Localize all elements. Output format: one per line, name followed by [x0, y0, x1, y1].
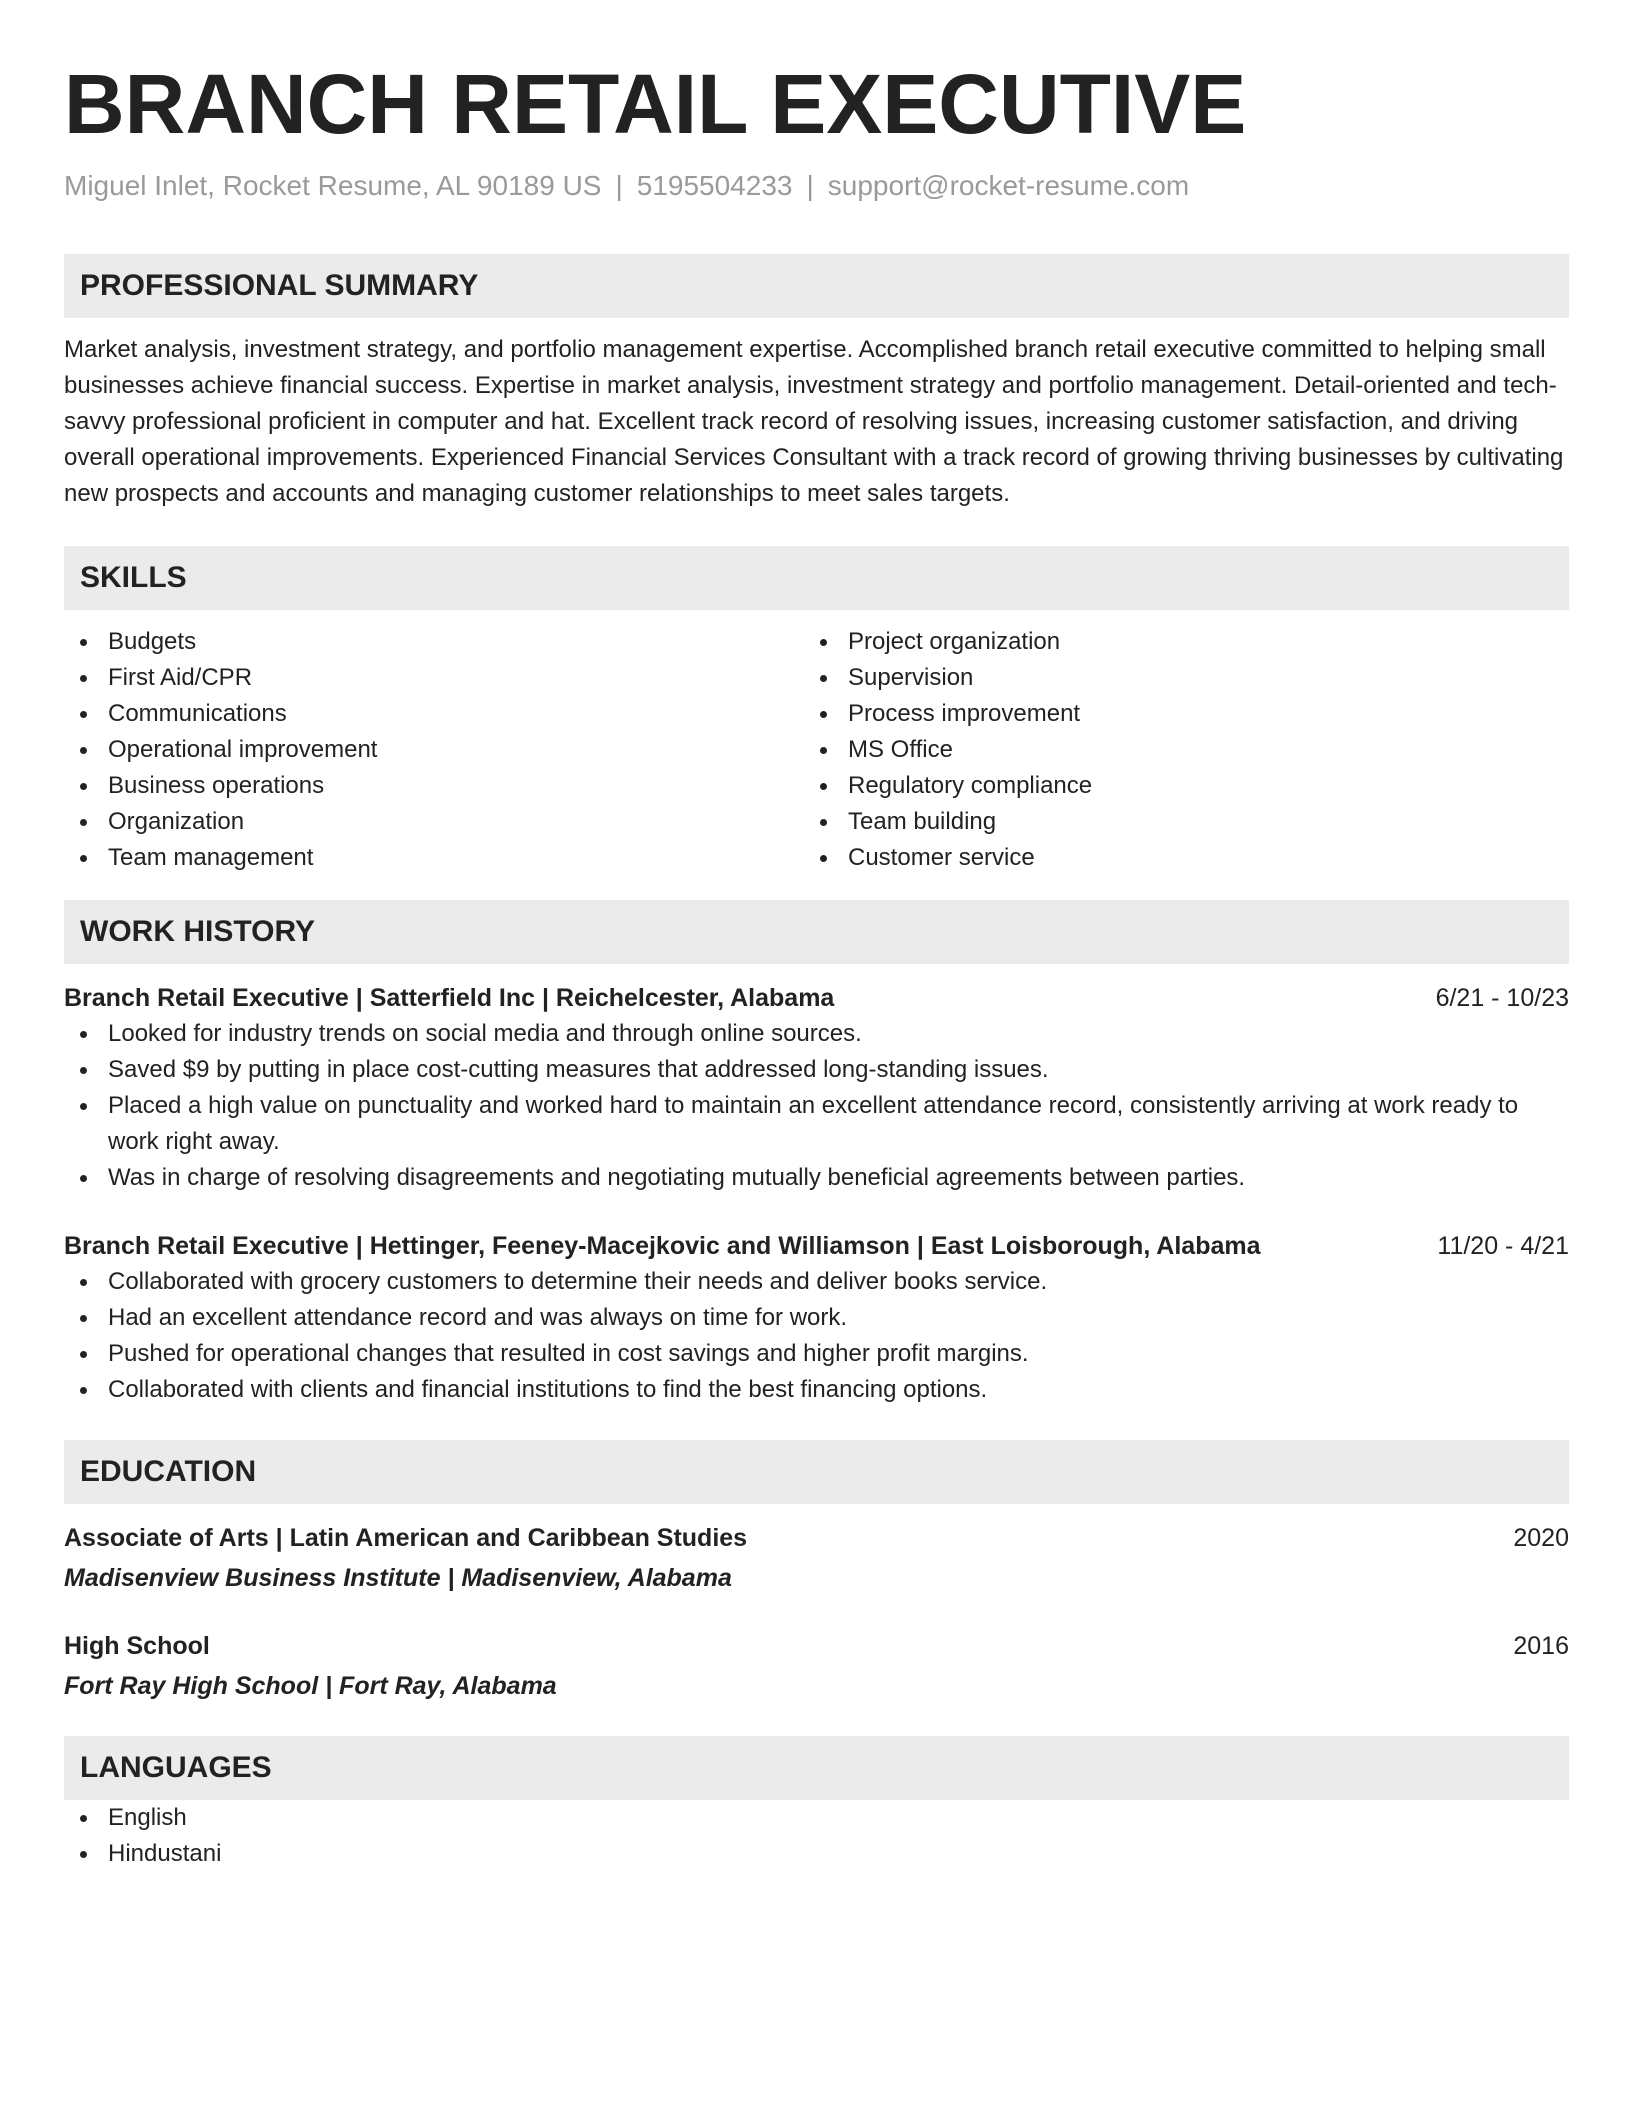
job-duty: Placed a high value on punctuality and worked hard to maintain an excellent attendance record, consistently arriving at work ready to work right away. [64, 1088, 1569, 1160]
job-duty: Collaborated with clients and financial institutions to find the best financing options. [64, 1372, 1569, 1408]
job-header [64, 1228, 1569, 1264]
job-duties-list [64, 1016, 1569, 1196]
skill-item: MS Office [804, 732, 1544, 768]
job-duty: Saved $9 by putting in place cost-cutting measures that addressed long-standing issues. [64, 1052, 1569, 1088]
skill-item: Team building [804, 804, 1544, 840]
job-duty: Had an excellent attendance record and was always on time for work. [64, 1300, 1569, 1336]
section-heading-skills: SKILLS [64, 546, 1569, 610]
skills-column-right [804, 624, 1544, 876]
skill-item: Process improvement [804, 696, 1544, 732]
education-header [64, 1628, 1569, 1664]
skill-item: Operational improvement [64, 732, 804, 768]
job-header [64, 980, 1569, 1016]
spacer [64, 1596, 1569, 1628]
skill-item: Regulatory compliance [804, 768, 1544, 804]
job-dates: 6/21 - 10/23 [1435, 984, 1569, 1012]
skills-list-right [804, 624, 1544, 876]
job-dates: 11/20 - 4/21 [1437, 1232, 1569, 1260]
skill-item: First Aid/CPR [64, 660, 804, 696]
education-year: 2016 [1513, 1632, 1569, 1660]
contact-separator: | [806, 170, 814, 201]
contact-line [64, 166, 1569, 206]
skill-item: Organization [64, 804, 804, 840]
spacer [64, 1196, 1569, 1228]
job-title: Branch Retail Executive | Hettinger, Feeney-Macejkovic and Williamson | East Loisborough, Alabama [64, 1232, 1261, 1260]
skill-item: Team management [64, 840, 804, 876]
job-title: Branch Retail Executive | Satterfield Inc | Reichelcester, Alabama [64, 984, 835, 1012]
section-heading-work-history: WORK HISTORY [64, 900, 1569, 964]
skill-item: Budgets [64, 624, 804, 660]
education-degree: High School [64, 1632, 210, 1660]
section-heading-languages: LANGUAGES [64, 1736, 1569, 1800]
contact-separator: | [615, 170, 623, 201]
resume-title: BRANCH RETAIL EXECUTIVE [64, 57, 1247, 151]
job-duty: Collaborated with grocery customers to determine their needs and deliver books service. [64, 1264, 1569, 1300]
education-entry [64, 1628, 1569, 1704]
education-school: Fort Ray High School | Fort Ray, Alabama [64, 1672, 557, 1700]
job-duty: Looked for industry trends on social media and through online sources. [64, 1016, 1569, 1052]
summary-text: Market analysis, investment strategy, and portfolio management expertise. Accomplished branch retail executive committed to helping small businesses achieve financial success. Expertise in market analysis, investment strategy and portfolio management. Detail-oriented and tech-savvy professional proficient in computer and hat. Excellent track record of resolving issues, increasing customer satisfaction, and driving overall operational improvements. Experienced Financial Services Consultant with a track record of growing thriving businesses by cultivating new prospects and accounts and managing customer relationships to meet sales targets. [64, 336, 1564, 507]
education-entry [64, 1520, 1569, 1596]
contact-phone: 5195504233 [636, 170, 793, 201]
education-header [64, 1520, 1569, 1556]
section-heading-summary: PROFESSIONAL SUMMARY [64, 254, 1569, 318]
job-entry [64, 1228, 1569, 1408]
education-degree: Associate of Arts | Latin American and Caribbean Studies [64, 1524, 748, 1552]
job-duties-list [64, 1264, 1569, 1408]
job-entry [64, 980, 1569, 1196]
skill-item: Communications [64, 696, 804, 732]
education-school: Madisenview Business Institute | Madisenview, Alabama [64, 1564, 732, 1592]
languages-list [64, 1800, 1569, 1872]
section-heading-education: EDUCATION [64, 1440, 1569, 1504]
job-duty: Was in charge of resolving disagreements and negotiating mutually beneficial agreements between parties. [64, 1160, 1569, 1196]
skills-list-left [64, 624, 804, 876]
contact-address: Miguel Inlet, Rocket Resume, AL 90189 US [64, 170, 602, 201]
skill-item: Supervision [804, 660, 1544, 696]
skill-item: Customer service [804, 840, 1544, 876]
skills-grid [64, 624, 1569, 876]
language-item: Hindustani [64, 1836, 1569, 1872]
language-item: English [64, 1800, 1569, 1836]
skill-item: Project organization [804, 624, 1544, 660]
skill-item: Business operations [64, 768, 804, 804]
skills-column-left [64, 624, 804, 876]
education-year: 2020 [1513, 1524, 1569, 1552]
job-duty: Pushed for operational changes that resulted in cost savings and higher profit margins. [64, 1336, 1569, 1372]
contact-email: support@rocket-resume.com [827, 170, 1190, 201]
